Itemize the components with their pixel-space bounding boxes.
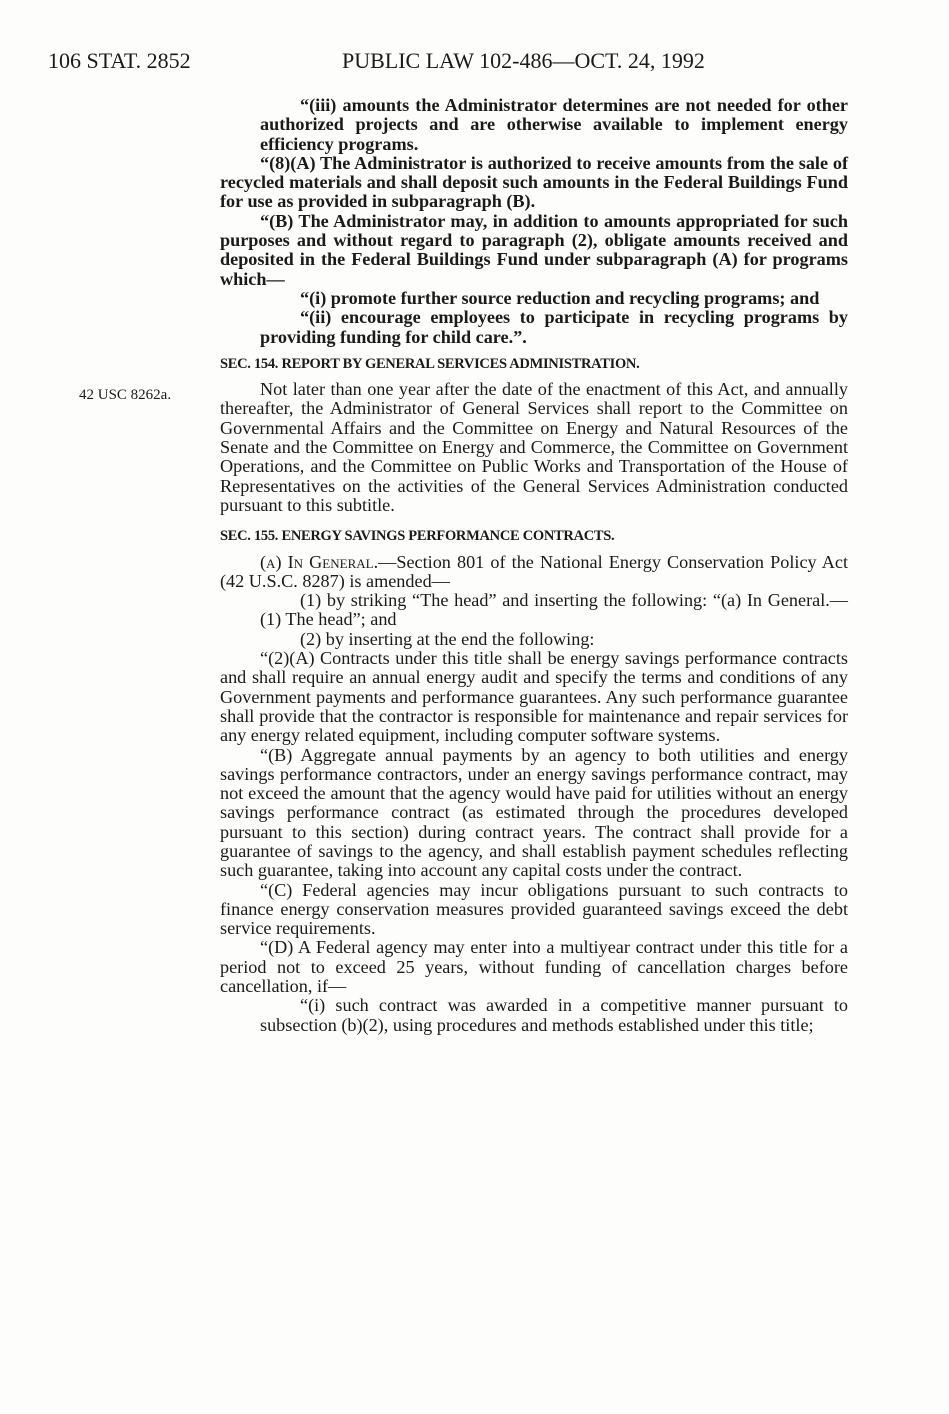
paragraph-iii: “(iii) amounts the Administrator determines are not needed for other authorized projects and are otherwise available to implement energy efficiency programs. — [260, 95, 848, 154]
section-155-heading: SEC. 155. ENERGY SAVINGS PERFORMANCE CONTRACTS. — [220, 528, 615, 545]
paragraph-2C: “(C) Federal agencies may incur obligations pursuant to such contracts to finance energy conservation measures provided guaranteed savings exceed the debt service requirements. — [220, 879, 848, 939]
paragraph-8B: “(B) The Administrator may, in addition to amounts appropriated for such purposes and without regard to paragraph (2), obligate amounts received and deposited in the Federal Buildings Fund under subparagraph (A) for programs which— — [220, 210, 848, 289]
section-154-text: Not later than one year after the date of the enactment of this Act, and annually thereafter, the Administrator of General Services shall report to the Committee on Governmental Affairs and the Committee on Energy and Natural Resources of the Senate and the Committee on Energy and Commerce, the Committee on Government Operations, and the Committee on Public Works and Transportation of the House of Representatives on the activities of the General Services Administration conducted pursuant to this subtitle. — [220, 379, 848, 515]
paragraph-8B-i: “(i) promote further source reduction and recycling programs; and — [300, 287, 820, 308]
section-154-heading: SEC. 154. REPORT BY GENERAL SERVICES ADMINISTRATION. — [220, 355, 640, 372]
page-title: PUBLIC LAW 102-486—OCT. 24, 1992 — [342, 48, 705, 73]
paragraph-2B: “(B) Aggregate annual payments by an agency to both utilities and energy savings performance contractors, under an energy savings performance contract, may not exceed the amount that the agency would have paid for utilities without an energy savings performance contract (as estimated through the procedures developed pursuant to this section) during contract years. The contract shall provide for a guarantee of savings to the agency, and shall establish payment schedules reflecting such guarantee, taking into account any capital costs under the contract. — [220, 744, 848, 881]
section-155-item-2: (2) by inserting at the end the following: — [300, 628, 595, 649]
subsection-a-label: (a) In General. — [260, 551, 379, 572]
margin-citation: 42 USC 8262a. — [79, 387, 172, 403]
continued-provisions — [220, 96, 848, 347]
page-reference: 106 STAT. 2852 — [48, 48, 191, 73]
paragraph-8A: “(8)(A) The Administrator is authorized to receive amounts from the sale of recycled materials and shall deposit such amounts in the Federal Buildings Fund for use as provided in subparagraph (B). — [220, 152, 848, 212]
subsection-a-text: —Section 801 of the National Energy Conservation Policy Act (42 U.S.C. 8287) is amended— — [220, 551, 848, 591]
paragraph-2D: “(D) A Federal agency may enter into a multiyear contract under this title for a period not to exceed 25 years, without funding of cancellation charges before cancellation, if— — [220, 937, 848, 997]
section-155-item-1: (1) by striking “The head” and inserting the following: “(a) In General.—(1) The head”; and — [260, 590, 848, 630]
paragraph-8B-ii: “(ii) encourage employees to participate in recycling programs by providing funding for child care.”. — [260, 307, 848, 347]
paragraph-2A: “(2)(A) Contracts under this title shall be energy savings performance contracts and shall require an annual energy audit and specify the terms and conditions of any Government payments and performance guarantees. Any such performance guarantee shall provide that the contractor is responsible for maintenance and repair services for any energy related equipment, including computer software systems. — [220, 648, 848, 746]
document-body — [220, 96, 848, 1035]
paragraph-2D-i: “(i) such contract was awarded in a competitive manner pursuant to subsection (b)(2), using procedures and methods established under this title; — [260, 995, 848, 1035]
section-155-a — [220, 553, 848, 592]
